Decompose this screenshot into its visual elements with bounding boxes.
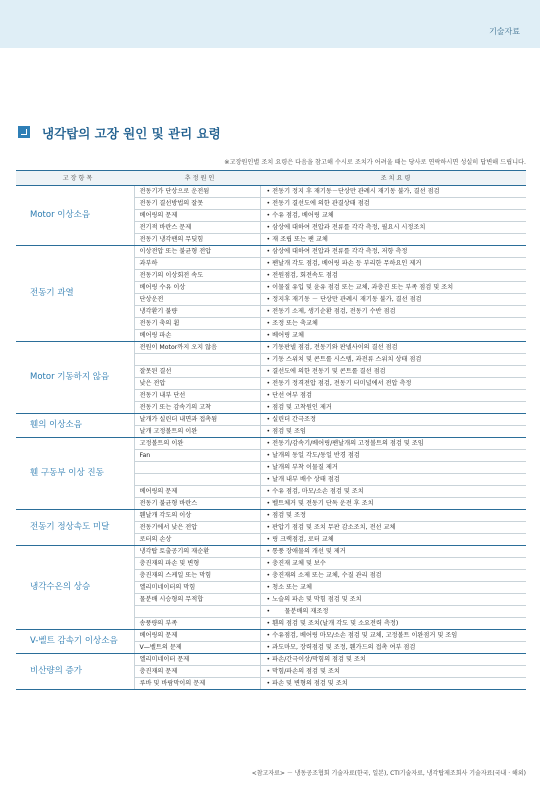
bullet-icon: • — [266, 308, 273, 315]
cause-cell: 충진재의 파손 및 변형 — [134, 558, 260, 570]
fault-category: 전동기 정상속도 미달 — [16, 510, 134, 546]
cause-cell: 낮은 전압 — [134, 378, 260, 390]
bullet-icon: • — [266, 416, 273, 423]
action-text: 재 조립 또는 팬 교체 — [272, 236, 328, 243]
action-cell — [260, 678, 526, 690]
action-text: 링 크랙점검, 로터 교체 — [272, 536, 334, 543]
bullet-icon: • — [266, 572, 273, 579]
action-text: 팬날개 각도 점검, 베어링 파손 등 부리한 무하요인 제거 — [272, 260, 422, 267]
action-cell — [260, 186, 526, 198]
action-cell — [260, 378, 526, 390]
bullet-icon: • — [266, 236, 273, 243]
action-text: 기동 스위치 및 콘트롤 시스템, 과전류 스위치 상태 점검 — [272, 356, 422, 363]
action-text: 점검 및 고착원인 제거 — [272, 404, 332, 411]
action-cell — [260, 426, 526, 438]
bullet-icon: • — [266, 440, 273, 447]
cause-cell: 전기적 바란스 문제 — [134, 222, 260, 234]
action-cell — [260, 570, 526, 582]
bullet-icon: • — [266, 464, 273, 471]
bullet-icon: • — [266, 260, 273, 267]
bullet-icon: • — [266, 368, 273, 375]
action-cell — [260, 282, 526, 294]
action-cell — [260, 582, 526, 594]
cause-cell: 이상전압 또는 불균형 전압 — [134, 246, 260, 258]
action-text: 충진재의 소제 또는 교체, 수질 관리 점검 — [272, 572, 382, 579]
action-cell — [260, 666, 526, 678]
action-cell — [260, 474, 526, 486]
table-row — [16, 630, 526, 642]
action-cell — [260, 342, 526, 354]
action-cell — [260, 522, 526, 534]
action-text: 점검 및 조임 — [272, 428, 306, 435]
action-text: 기동판넬 점검, 전동기와 판넬사이의 결선 점검 — [272, 344, 398, 351]
action-text: 전동기 정지 후 재기동－단상만 관례시 재기동 불가, 결선 점검 — [272, 188, 440, 195]
cause-cell — [134, 606, 260, 618]
action-text: 결선도에 의한 전동기 및 콘트롤 결선 점검 — [272, 368, 386, 375]
cause-cell: 전동기 또는 감속기의 고착 — [134, 402, 260, 414]
fault-category: 휀 구동부 이상 진동 — [16, 438, 134, 510]
header-action: 조 치 요 령 — [260, 171, 526, 186]
table-row — [16, 186, 526, 198]
action-text: 물분배의 재조정 — [272, 608, 329, 615]
table-row — [16, 342, 526, 354]
action-cell — [260, 294, 526, 306]
bullet-icon: • — [266, 284, 273, 291]
action-text: 청소 또는 교체 — [272, 584, 312, 591]
cause-cell — [134, 474, 260, 486]
action-cell — [260, 606, 526, 618]
fault-category: Motor 이상소음 — [16, 186, 134, 246]
cause-cell: 과부하 — [134, 258, 260, 270]
section-title: 냉각탑의 고장 원인 및 관리 요령 — [42, 126, 221, 141]
cause-cell: 송풍량의 부족 — [134, 618, 260, 630]
action-cell — [260, 210, 526, 222]
cause-cell — [134, 354, 260, 366]
bullet-icon: • — [266, 560, 273, 567]
bullet-icon: • — [266, 320, 273, 327]
bullet-icon: • — [266, 248, 273, 255]
troubleshooting-table — [16, 170, 526, 690]
bullet-icon: • — [266, 620, 273, 627]
action-text: 과도마모, 장력점검 및 조정, 휀가드의 접촉 여부 점검 — [272, 644, 416, 651]
checkbox-arrow-icon — [18, 126, 30, 138]
cause-cell — [134, 462, 260, 474]
cause-cell: 전동기가 단상으로 운전됨 — [134, 186, 260, 198]
cause-cell: 전동기의 이상회전 속도 — [134, 270, 260, 282]
action-text: 파손/간극이상/막힘의 점검 및 조치 — [272, 656, 366, 663]
action-cell — [260, 498, 526, 510]
bullet-icon: • — [266, 452, 273, 459]
action-text: 휀의 점검 및 조치(날개 각도 및 소요전력 측정) — [272, 620, 399, 627]
action-text: 전동기 정격전압 점검, 전동기 터미널에서 전압 측정 — [272, 380, 412, 387]
table-row — [16, 654, 526, 666]
cause-cell: 로터의 손상 — [134, 534, 260, 546]
cause-cell: 냉각환기 불량 — [134, 306, 260, 318]
action-text: 이물질 유입 및 윤유 점검 또는 교체, 과충진 또는 부족 점검 및 조치 — [272, 284, 454, 291]
action-text: 조정 또는 축교체 — [272, 320, 318, 327]
action-cell — [260, 594, 526, 606]
action-cell — [260, 198, 526, 210]
action-text: 노슬의 파손 및 막힘 점검 및 조치 — [272, 596, 362, 603]
action-text: 날개의 동일 각도/동일 반경 점검 — [272, 452, 360, 459]
action-cell — [260, 222, 526, 234]
bullet-icon: • — [266, 404, 273, 411]
guidance-note: ※고장원인별 조치 요령은 다음을 참고해 수시로 조치가 어려울 때는 당사로 연락하시면 성실히 답변해 드립니다. — [224, 159, 526, 166]
bullet-icon: • — [266, 488, 273, 495]
bullet-icon: • — [266, 656, 273, 663]
cause-cell: 충진재의 문제 — [134, 666, 260, 678]
bullet-icon: • — [266, 344, 273, 351]
action-cell — [260, 534, 526, 546]
bullet-icon: • — [266, 224, 273, 231]
cause-cell: 날개 고정볼트의 이완 — [134, 426, 260, 438]
bullet-icon: • — [266, 584, 273, 591]
cause-cell: 전원이 Motor까지 오지 않음 — [134, 342, 260, 354]
bullet-icon: • — [266, 296, 273, 303]
table-row — [16, 414, 526, 426]
fault-category: 냉각수온의 상승 — [16, 546, 134, 630]
bullet-icon: • — [266, 380, 273, 387]
bullet-icon: • — [266, 332, 273, 339]
action-text: 베어링 교체 — [272, 332, 304, 339]
action-cell — [260, 354, 526, 366]
bullet-icon: • — [266, 548, 273, 555]
action-text: 점검 및 조정 — [272, 512, 306, 519]
bullet-icon: • — [266, 356, 273, 363]
cause-cell: 베어링의 문제 — [134, 486, 260, 498]
bullet-icon: • — [266, 428, 273, 435]
header-fault-item: 고 장 항 목 — [16, 171, 134, 186]
fault-category: V-벨트 감속기 이상소음 — [16, 630, 134, 654]
bullet-icon: • — [266, 524, 273, 531]
action-text: 파손 및 변형의 점검 및 조치 — [272, 680, 348, 687]
cause-cell: V—벨트의 문제 — [134, 642, 260, 654]
bullet-icon: • — [266, 536, 273, 543]
bullet-icon: • — [266, 632, 273, 639]
action-text: 막힘/파손의 점검 및 조치 — [272, 668, 340, 675]
cause-cell: 전동기 내부 단선 — [134, 390, 260, 402]
header-tag: 기술자료 — [489, 27, 520, 36]
action-text: 전동기 소제, 생기순환 점검, 전동기 수반 점검 — [272, 308, 396, 315]
bullet-icon: • — [266, 188, 273, 195]
cause-cell: 전동기 결선방법의 잘못 — [134, 198, 260, 210]
cause-cell: 베어링의 문제 — [134, 210, 260, 222]
bullet-icon: • — [266, 272, 273, 279]
action-cell — [260, 462, 526, 474]
cause-cell: 단상운전 — [134, 294, 260, 306]
action-cell — [260, 270, 526, 282]
cause-cell: 잘못된 결선 — [134, 366, 260, 378]
action-cell — [260, 642, 526, 654]
action-cell — [260, 450, 526, 462]
cause-cell: 휀날개 각도의 이상 — [134, 510, 260, 522]
bullet-icon: • — [266, 500, 273, 507]
cause-cell: 전동기 축의 휨 — [134, 318, 260, 330]
action-text: 전원점검, 회전속도 점검 — [272, 272, 338, 279]
action-text: 삼상에 대하여 전압과 전류를 각각 측정, 필요시 시정조치 — [272, 224, 426, 231]
table-row — [16, 546, 526, 558]
action-text: 정지후 재기동 － 단상만 관례시 재기동 불가, 결선 점검 — [272, 296, 422, 303]
bullet-icon: • — [266, 596, 273, 603]
action-cell — [260, 558, 526, 570]
action-cell — [260, 258, 526, 270]
action-text: 벨트체거 및 전동기 단독 운전 후 조치 — [272, 500, 374, 507]
cause-cell: 물분배 시승형의 무적합 — [134, 594, 260, 606]
action-text: 날개 내부 배수 상태 점검 — [272, 476, 340, 483]
bullet-icon: • — [266, 200, 273, 207]
action-text: 전동기 결선도에 의한 관결상태 점검 — [272, 200, 370, 207]
bullet-icon: • — [266, 212, 273, 219]
cause-cell: 엘리미네이터 문제 — [134, 654, 260, 666]
action-cell — [260, 366, 526, 378]
action-text: 수유 점검, 베어링 교체 — [272, 212, 334, 219]
table-body — [16, 186, 526, 690]
cause-cell: 베어링의 문제 — [134, 630, 260, 642]
action-cell — [260, 390, 526, 402]
action-cell — [260, 318, 526, 330]
cause-cell: 날개가 실린더 내면과 접촉됨 — [134, 414, 260, 426]
fault-category: Motor 기동하지 않음 — [16, 342, 134, 414]
cause-cell: 엘리미네이터의 막힘 — [134, 582, 260, 594]
fault-category: 휀의 이상소음 — [16, 414, 134, 438]
action-cell — [260, 330, 526, 342]
bullet-icon: • — [266, 512, 273, 519]
fault-category: 비산량의 증가 — [16, 654, 134, 690]
bullet-icon: • — [266, 476, 273, 483]
cause-cell: 충진재의 스케일 또는 막힘 — [134, 570, 260, 582]
action-text: 전동기/감속기/베어링/팬날개의 고정볼트의 점검 및 조임 — [272, 440, 424, 447]
cause-cell: 베어링 파손 — [134, 330, 260, 342]
cause-cell: 냉각탑 토출공기의 재순환 — [134, 546, 260, 558]
action-text: 통풍 장애물의 개선 및 제거 — [272, 548, 346, 555]
action-cell — [260, 438, 526, 450]
action-text: 실린더 간극조정 — [272, 416, 316, 423]
action-cell — [260, 486, 526, 498]
action-text: 삼상에 대하여 전압과 전류를 각각 측정, 저항 측정 — [272, 248, 408, 255]
action-cell — [260, 414, 526, 426]
cause-cell: 고정볼트의 이완 — [134, 438, 260, 450]
cause-cell: 전동기에서 낮은 전압 — [134, 522, 260, 534]
action-cell — [260, 234, 526, 246]
table-row — [16, 246, 526, 258]
action-cell — [260, 654, 526, 666]
bullet-icon: • — [266, 668, 273, 675]
bullet-icon: • — [266, 608, 273, 615]
cause-cell: 전동기 냉각팬의 무딪힘 — [134, 234, 260, 246]
action-cell — [260, 510, 526, 522]
action-text: 충진재 교체 및 보수 — [272, 560, 326, 567]
action-cell — [260, 306, 526, 318]
action-text: 수유 점검, 마모/소손 점검 및 조치 — [272, 488, 364, 495]
bullet-icon: • — [266, 680, 273, 687]
table-header-row — [16, 171, 526, 186]
action-text: 수유점검, 베어링 마모/소손 점검 및 교체, 고정볼트 이완점거 및 조임 — [272, 632, 458, 639]
table-row — [16, 510, 526, 522]
action-cell — [260, 402, 526, 414]
fault-category: 전동기 과열 — [16, 246, 134, 342]
table-row — [16, 438, 526, 450]
cause-cell: 전동기 불균형 바란스 — [134, 498, 260, 510]
bullet-icon: • — [266, 644, 273, 651]
top-band — [0, 0, 540, 48]
cause-cell: 베어링 수유 이상 — [134, 282, 260, 294]
action-text: 단선 여부 점검 — [272, 392, 312, 399]
action-text: 날개의 부착 이물질 제거 — [272, 464, 338, 471]
action-cell — [260, 546, 526, 558]
action-cell — [260, 618, 526, 630]
action-text: 판압기 점검 및 조치 무판 감소조치, 전선 교체 — [272, 524, 396, 531]
reference-footer: <참고자료> － 냉동공조협회 기술자료(한국, 일본), CTI기술자료, 냉각탑제조회사 기술자료(국내 · 해외) — [251, 770, 526, 777]
action-cell — [260, 246, 526, 258]
header-cause: 추 정 원 인 — [134, 171, 260, 186]
cause-cell: Fan — [134, 450, 260, 462]
bullet-icon: • — [266, 392, 273, 399]
cause-cell: 루바 및 바람막이의 문제 — [134, 678, 260, 690]
action-cell — [260, 630, 526, 642]
